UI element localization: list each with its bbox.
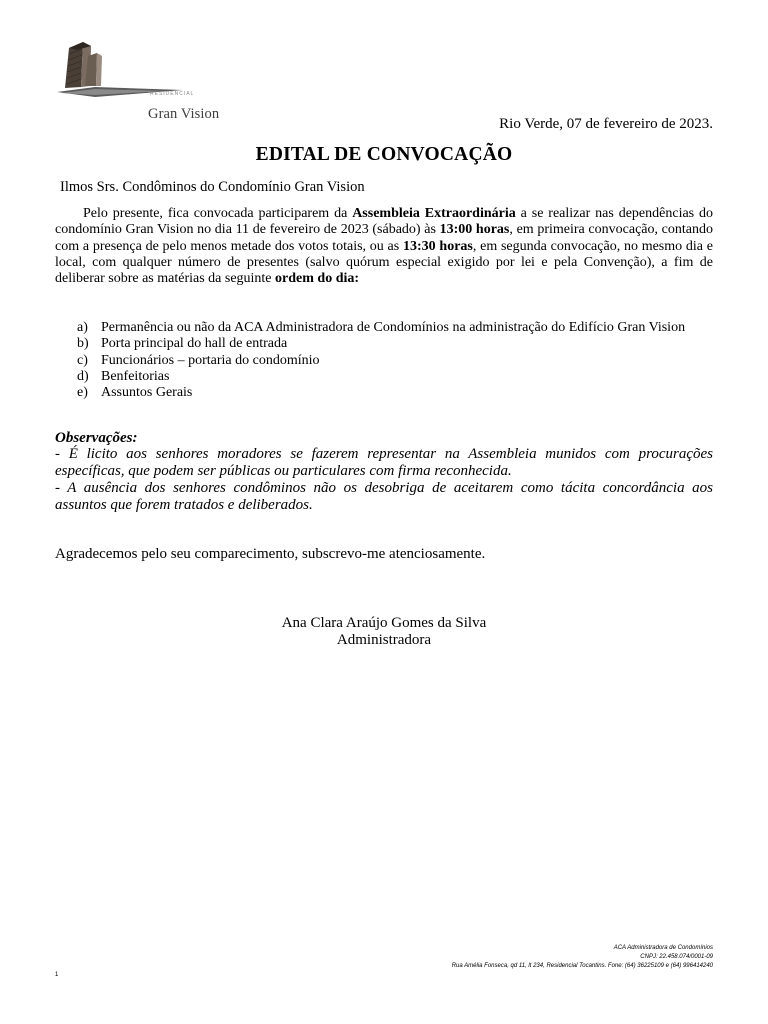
- agenda-item-text: Assuntos Gerais: [101, 385, 193, 401]
- agenda-item-letter: a): [77, 320, 88, 335]
- agenda-item-letter: b): [77, 336, 89, 352]
- building-logo-icon: [55, 40, 187, 98]
- first-call-time: 13:00 horas: [439, 222, 510, 238]
- agenda-item-letter: e): [77, 385, 88, 401]
- agenda-list: [77, 320, 685, 401]
- observations-text: [55, 446, 713, 514]
- page-number: 1: [55, 972, 59, 978]
- paragraph-text: a se realizar nas dependências do condomínio Gran Vision no dia 11 de fevereiro de 2023 (sábado) às: [55, 206, 714, 238]
- logo-subtext: RESIDENCIAL: [150, 91, 195, 97]
- footer: [452, 944, 713, 971]
- agenda-item: [77, 336, 685, 352]
- document-title: EDITAL DE CONVOCAÇÃO: [255, 144, 513, 165]
- document-date: Rio Verde, 07 de fevereiro de 2023.: [499, 116, 713, 132]
- observation-line: - É licito aos senhores moradores se fazerem representar na Assembleia munidos com procurações específicas, que podem ser públicas ou particulares com firma reconhecida.: [55, 446, 713, 479]
- footer-cnpj: CNPJ: 22.458.074/0001-09: [640, 954, 713, 960]
- agenda-item-text: Benfeitorias: [101, 368, 170, 384]
- footer-company: ACA Administradora de Condomínios: [613, 945, 713, 951]
- agenda-item: [77, 385, 685, 401]
- observations-title: Observações:: [55, 430, 138, 446]
- paragraph-text: Pelo presente, fica convocada participarem da: [83, 206, 353, 221]
- gran-vision-logo: [55, 40, 220, 122]
- agenda-item-text: Permanência ou não da ACA Administradora de Condomínios na administração do Edifício Gran Vision: [101, 320, 686, 335]
- paragraph-text: , em primeira convocação, contando com a presença de pelo menos metade dos votos totais, ou as: [55, 222, 713, 254]
- closing-text: Agradecemos pelo seu comparecimento, subscrevo-me atenciosamente.: [55, 546, 486, 562]
- agenda-item: [77, 320, 685, 336]
- signatory-role: Administradora: [336, 632, 432, 648]
- assembly-type: Assembleia Extraordinária: [352, 206, 516, 221]
- signatory-name: Ana Clara Araújo Gomes da Silva: [281, 615, 487, 631]
- logo-name: Gran Vision: [148, 106, 220, 122]
- agenda-item-letter: d): [77, 368, 89, 384]
- agenda-item-text: Funcionários – portaria do condomínio: [101, 352, 320, 368]
- agenda-item: [77, 353, 685, 369]
- paragraph-text: , em segunda convocação, no mesmo dia e local, com qualquer número de presentes (salvo quórum especial exigido por lei e pela Convenção), a fim de deliberar sobre as matérias da seguinte: [55, 238, 713, 287]
- salutation: Ilmos Srs. Condôminos do Condomínio Gran Vision: [60, 179, 365, 195]
- second-call-time: 13:30 horas: [402, 238, 473, 254]
- observation-line: - A ausência dos senhores condôminos não os desobriga de aceitarem como tácita concordância aos assuntos que forem tratados e deliberados.: [55, 480, 713, 513]
- footer-address: Rua Amélia Fonseca, qd 11, lt 234, Residencial Tocantins. Fone: (64) 36225109 e (64) 996414240: [451, 963, 713, 969]
- agenda-heading: ordem do dia:: [275, 271, 360, 287]
- agenda-item-text: Porta principal do hall de entrada: [101, 336, 288, 352]
- agenda-item-letter: c): [77, 352, 88, 368]
- agenda-item: [77, 369, 685, 385]
- signature-block: [0, 615, 768, 649]
- convocation-paragraph: [55, 206, 713, 287]
